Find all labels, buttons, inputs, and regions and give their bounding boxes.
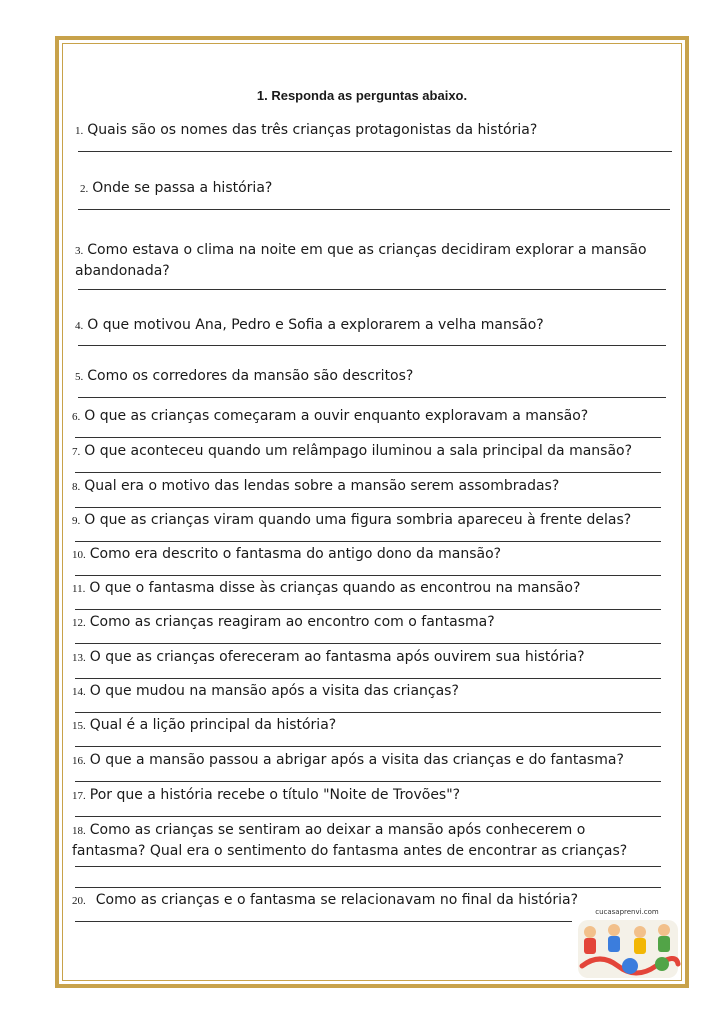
answer-line[interactable]	[75, 507, 661, 508]
answer-line[interactable]	[75, 712, 661, 713]
question-6: 6. O que as crianças começaram a ouvir enquanto exploravam a mansão?	[72, 408, 589, 424]
answer-line[interactable]	[75, 678, 661, 679]
answer-line[interactable]	[75, 541, 661, 542]
question-7: 7. O que aconteceu quando um relâmpago iluminou a sala principal da mansão?	[72, 443, 633, 459]
answer-line[interactable]	[75, 643, 661, 644]
answer-line[interactable]	[78, 289, 666, 290]
answer-line[interactable]	[78, 151, 672, 152]
answer-line[interactable]	[78, 209, 670, 210]
question-5: 5. Como os corredores da mansão são descritos?	[75, 368, 414, 384]
question-12: 12. Como as crianças reagiram ao encontro com o fantasma?	[72, 614, 495, 630]
question-10: 10. Como era descrito o fantasma do antigo dono da mansão?	[72, 546, 502, 562]
children-illustration-icon	[570, 908, 684, 980]
question-14: 14. O que mudou na mansão após a visita das crianças?	[72, 683, 459, 699]
answer-line[interactable]	[75, 866, 661, 867]
question-13: 13. O que as crianças ofereceram ao fantasma após ouvirem sua história?	[72, 649, 585, 665]
site-logo	[570, 908, 684, 980]
worksheet-title: 1. Responda as perguntas abaixo.	[256, 88, 468, 103]
answer-line[interactable]	[75, 609, 661, 610]
question-16: 16. O que a mansão passou a abrigar após a visita das crianças e do fantasma?	[72, 752, 624, 768]
answer-line[interactable]	[75, 575, 661, 576]
answer-line[interactable]	[75, 921, 572, 922]
answer-line[interactable]	[75, 472, 661, 473]
answer-line[interactable]	[75, 437, 661, 438]
question-18: 18. Como as crianças se sentiram ao deixar a mansão após conhecerem o fantasma? Qual era o sentimento do fantasma antes de encontrar as crianças?	[72, 822, 628, 859]
question-4: 4. O que motivou Ana, Pedro e Sofia a explorarem a velha mansão?	[75, 317, 544, 333]
answer-line[interactable]	[75, 816, 661, 817]
answer-line[interactable]	[75, 781, 661, 782]
question-20: 20. Como as crianças e o fantasma se relacionavam no final da história?	[72, 892, 578, 908]
question-1: 1. Quais são os nomes das três crianças protagonistas da história?	[75, 122, 538, 138]
question-17: 17. Por que a história recebe o título "Noite de Trovões"?	[72, 787, 461, 803]
logo-text: cucasaprenvi.com	[595, 908, 659, 916]
question-11: 11. O que o fantasma disse às crianças quando as encontrou na mansão?	[72, 580, 581, 596]
answer-line[interactable]	[78, 397, 666, 398]
question-8: 8. Qual era o motivo das lendas sobre a mansão serem assombradas?	[72, 478, 560, 494]
question-2: 2. Onde se passa a história?	[80, 180, 273, 196]
answer-line[interactable]	[75, 746, 661, 747]
question-9: 9. O que as crianças viram quando uma figura sombria apareceu à frente delas?	[72, 512, 632, 528]
answer-line[interactable]	[75, 887, 661, 888]
question-3: 3. Como estava o clima na noite em que as crianças decidiram explorar a mansão abandonada?	[75, 242, 647, 279]
question-15: 15. Qual é a lição principal da história?	[72, 717, 337, 733]
answer-line[interactable]	[78, 345, 666, 346]
